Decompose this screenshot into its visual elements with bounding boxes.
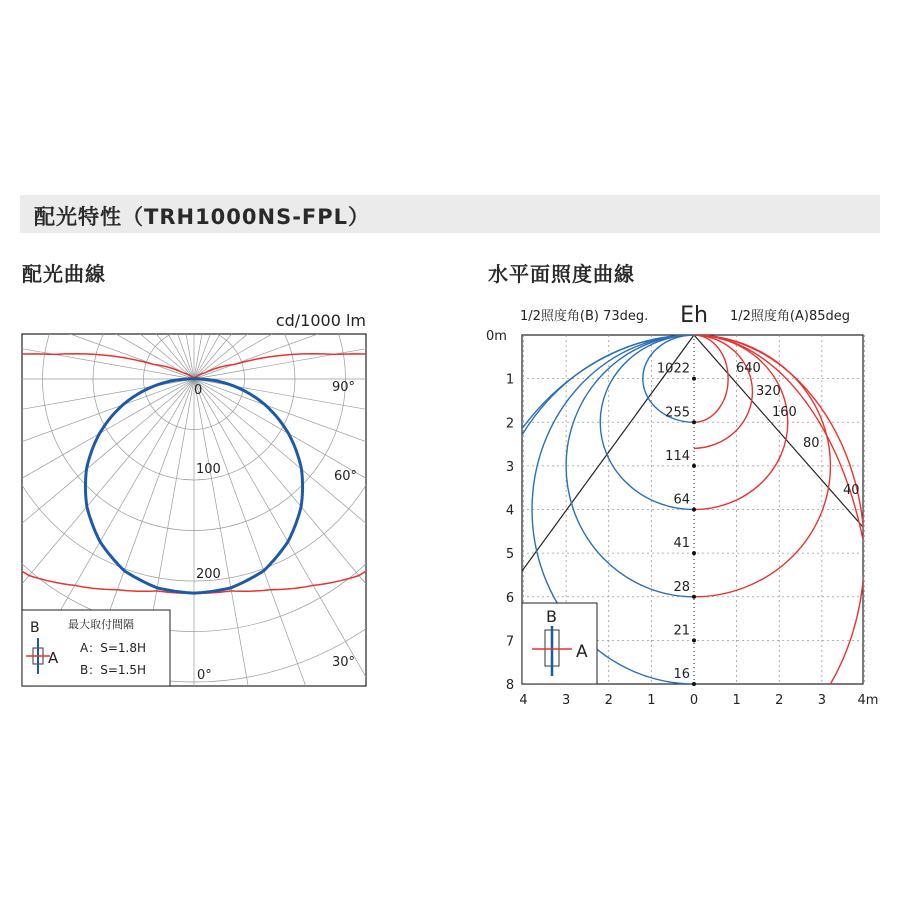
polar-grid-spoke bbox=[0, 0, 194, 379]
isolux-center-label: 21 bbox=[673, 623, 690, 639]
isolux-center-dot bbox=[692, 682, 696, 686]
isolux-y-tick: 4 bbox=[505, 503, 515, 519]
isolux-x-tick: 4 bbox=[519, 693, 528, 708]
isolux-x-tick: 1 bbox=[647, 693, 656, 708]
isolux-center-dot bbox=[692, 595, 696, 599]
isolux-y-tick: 7 bbox=[505, 634, 515, 650]
isolux-y-tick: 6 bbox=[505, 590, 515, 606]
isolux-center-dot bbox=[692, 464, 696, 468]
isolux-a-label: 40 bbox=[843, 483, 860, 498]
isolux-x-tick: 2 bbox=[604, 693, 613, 708]
isolux-center-dot bbox=[692, 551, 696, 555]
polar-grid-spoke bbox=[0, 0, 194, 379]
isolux-a-label: 80 bbox=[803, 436, 820, 451]
isolux-y-ticks bbox=[506, 373, 514, 693]
polar-legend-line-b: B：S=1.5H bbox=[80, 663, 147, 677]
isolux-a-label: 640 bbox=[736, 361, 761, 376]
isolux-a-label: 320 bbox=[756, 384, 781, 399]
polar-grid-spoke bbox=[72, 0, 194, 379]
illuminance-title: 水平面照度曲線 bbox=[488, 262, 635, 286]
isolux-y-tick: 1 bbox=[505, 372, 515, 388]
isolux-center-label: 64 bbox=[673, 492, 690, 508]
isolux-center-dot bbox=[692, 638, 696, 642]
polar-grid-spoke bbox=[0, 29, 194, 379]
isolux-chart bbox=[455, 303, 878, 900]
angle-label-60: 60° bbox=[334, 469, 358, 484]
polar-grid-spoke bbox=[194, 0, 544, 379]
isolux-y-tick: 8 bbox=[505, 678, 515, 693]
isolux-legend bbox=[522, 603, 597, 684]
isolux-a-label: 160 bbox=[772, 405, 797, 420]
isolux-y-tick: 3 bbox=[505, 459, 515, 475]
isolux-x-tick: 3 bbox=[561, 693, 571, 708]
polar-grid-spoke bbox=[0, 0, 194, 379]
isolux-legend-b: B bbox=[546, 607, 557, 626]
polar-grid-spoke bbox=[194, 0, 730, 379]
isolux-x-ticks bbox=[519, 693, 878, 708]
isolux-center-dot bbox=[692, 420, 696, 424]
angle-label-0: 0° bbox=[197, 668, 212, 683]
isolux-x-tick: 2 bbox=[775, 693, 784, 708]
polar-legend bbox=[22, 610, 170, 686]
polar-grid-spoke bbox=[0, 0, 194, 379]
isolux-legend-a: A bbox=[576, 642, 588, 662]
angle-label-90: 90° bbox=[332, 380, 356, 395]
angle-label-30: 30° bbox=[332, 655, 356, 670]
isolux-center-label: 255 bbox=[665, 405, 690, 421]
isolux-y-tick: 5 bbox=[505, 547, 515, 563]
polar-legend-line-a: A：S=1.8H bbox=[80, 641, 146, 655]
isolux-center-label: 41 bbox=[673, 536, 690, 552]
isolux-center-label: 114 bbox=[665, 448, 690, 464]
isolux-x-tick: 3 bbox=[817, 693, 827, 708]
isolux-x-tick: 4m bbox=[857, 693, 879, 708]
y-axis-top-label: 0m bbox=[486, 329, 507, 344]
isolux-x-tick: 1 bbox=[732, 693, 741, 708]
polar-legend-title: 最大取付間隔 bbox=[68, 618, 134, 631]
radial-tick-100: 100 bbox=[196, 462, 221, 477]
radial-tick-0: 0 bbox=[194, 383, 203, 398]
half-angle-a-caption: 1/2照度角(A)85deg bbox=[730, 309, 851, 324]
radial-tick-200: 200 bbox=[196, 567, 221, 582]
isolux-center-dot bbox=[692, 508, 696, 512]
isolux-x-tick: 0 bbox=[689, 693, 699, 708]
isolux-center-label: 1022 bbox=[656, 361, 690, 377]
isolux-center-label: 28 bbox=[673, 579, 690, 595]
section-title: 配光特性（TRH1000NS-FPL） bbox=[34, 205, 371, 229]
polar-unit-label: cd/1000 lm bbox=[275, 311, 366, 330]
isolux-center-dot bbox=[692, 377, 696, 381]
half-angle-b-caption: 1/2照度角(B) 73deg. bbox=[520, 309, 649, 324]
light-distribution-title: 配光曲線 bbox=[22, 262, 106, 286]
isolux-title: Eh bbox=[680, 303, 708, 328]
polar-legend-b: B bbox=[30, 620, 40, 636]
isolux-center-label: 16 bbox=[673, 667, 690, 682]
isolux-y-tick: 2 bbox=[505, 416, 515, 432]
polar-legend-a: A bbox=[48, 649, 59, 667]
